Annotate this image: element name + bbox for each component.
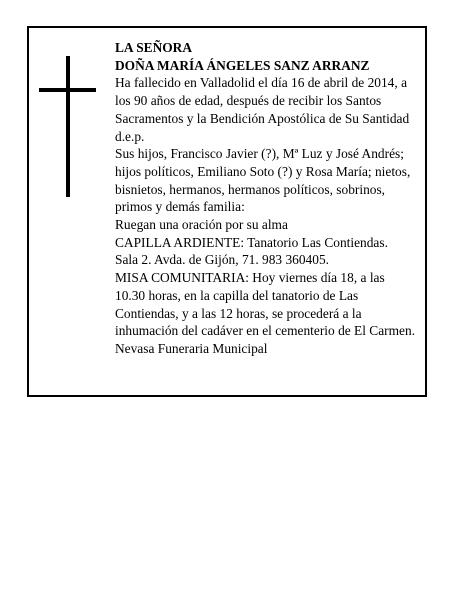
- text-line: MISA COMUNITARIA: Hoy viernes día 18, a las: [115, 270, 385, 286]
- text-line: Ruegan una oración por su alma: [115, 217, 288, 233]
- cross-horizontal-bar: [39, 88, 96, 92]
- obituary-notice: [27, 26, 427, 397]
- text-line: Sus hijos, Francisco Javier (?), Mª Luz y José Andrés;: [115, 146, 404, 162]
- text-line: Contiendas, y a las 12 horas, se procederá a la: [115, 305, 362, 321]
- text-line: CAPILLA ARDIENTE: Tanatorio Las Contiendas.: [115, 234, 388, 250]
- text-line: bisnietos, hermanos, hermanos políticos, sobrinos,: [115, 181, 386, 197]
- text-line: Ha fallecido en Valladolid el día 16 de abril de 2014, a: [115, 75, 408, 91]
- text-line: 10.30 horas, en la capilla del tanatorio de Las: [115, 287, 359, 303]
- heading-title: LA SEÑORA: [115, 40, 193, 55]
- cross-vertical-bar: [66, 56, 70, 197]
- text-line: d.e.p.: [115, 128, 145, 144]
- text-line: los 90 años de edad, después de recibir los Santos: [115, 93, 382, 109]
- text-line: primos y demás familia:: [115, 199, 245, 215]
- text-line: Sala 2. Avda. de Gijón, 71. 983 360405.: [115, 252, 329, 268]
- funeral-home: Nevasa Funeraria Municipal: [115, 340, 268, 356]
- obituary-text: [115, 39, 427, 358]
- deceased-name: DOÑA MARÍA ÁNGELES SANZ ARRANZ: [115, 57, 370, 73]
- text-line: hijos políticos, Emiliano Soto (?) y Rosa María; nietos,: [115, 163, 411, 179]
- text-line: inhumación del cadáver en el cementerio de El Carmen.: [115, 323, 416, 339]
- text-line: Sacramentos y la Bendición Apostólica de Su Santidad: [115, 110, 410, 126]
